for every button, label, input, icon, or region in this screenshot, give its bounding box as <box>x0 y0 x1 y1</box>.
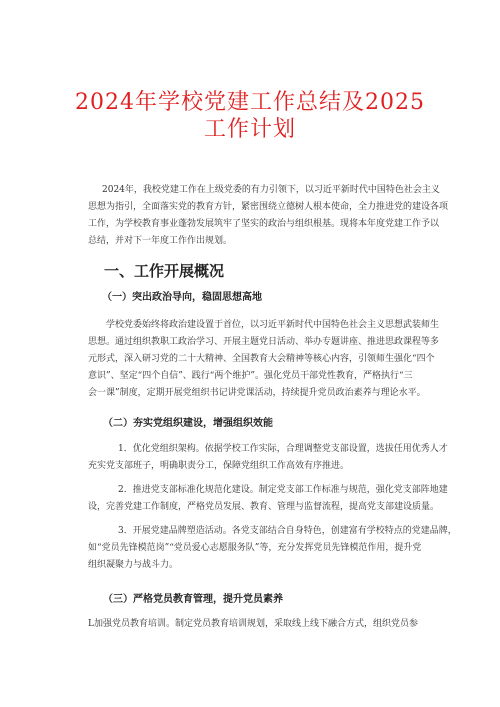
paragraph-line: 1．优化党组织架构。依据学校工作实际，合理调整党支部设置，选拔任用优秀人才 <box>118 444 448 454</box>
list-item-3 <box>88 523 457 574</box>
subsection-heading-2: （二）夯实党组织建设，增强组织效能 <box>103 418 273 429</box>
intro-line: 2024年，我校党建工作在上级党委的有力引领下，以习近平新时代中国特色社会主义 <box>102 185 440 195</box>
paragraph-line: 如“党员先锋模范岗”“党员爱心志愿服务队”等，充分发挥党员先锋模范作用，提升党 <box>88 543 422 553</box>
paragraph-line: 设，完善党建工作制度，严格党员发展、教育、管理与监督流程，提高党支部建设质量。 <box>88 502 440 512</box>
paragraph-line: 意识”、坚定“四个自信”、践行“两个维护”。强化党员干部党性教育，严格执行“三 <box>88 371 413 381</box>
subsection-3-paragraph <box>88 616 424 633</box>
section-heading-1: 一、工作开展概况 <box>104 262 225 280</box>
document-title-line-1: 2024年学校党建工作总结及2025 <box>75 90 425 115</box>
subsection-1-paragraph <box>88 317 440 402</box>
list-item-1 <box>88 441 448 475</box>
paragraph-line: 思想。通过组织教职工政治学习、开展主题党日活动、举办专题讲座、推进思政课程等多 <box>88 337 440 347</box>
paragraph-line: 学校党委始终将政治建设置于首位，以习近平新时代中国特色社会主义思想武装师生 <box>106 320 440 330</box>
intro-paragraph <box>88 182 449 250</box>
paragraph-line: 2．推进党支部标准化规范化建设。制定党支部工作标准与规范，强化党支部阵地建 <box>118 485 448 495</box>
intro-line: 思想为指引，全面落实党的教育方针，紧密围绕立德树人根本使命，全力推进党的建设各项 <box>88 202 449 212</box>
paragraph-line: 元形式，深入研习党的二十大精神、全国教育大会精神等核心内容，引领师生强化“四个 <box>88 354 435 364</box>
document-title-line-2: 工作计划 <box>203 117 296 142</box>
paragraph-line: L加强党员教育培训。制定党员教育培训规划，采取线上线下融合方式，组织党员参 <box>88 619 418 629</box>
paragraph-line: 组织凝聚力与战斗力。 <box>88 560 179 570</box>
subsection-heading-1: （一）突出政治导向，稳固思想高地 <box>102 292 262 303</box>
intro-line: 总结，并对下一年度工作作出规划。 <box>88 236 233 246</box>
subsection-heading-3: （三）严格党员教育管理，提升党员素养 <box>103 594 283 605</box>
list-item-2 <box>88 482 448 516</box>
paragraph-line: 充实党支部班子，明确职责分工，保障党组织工作高效有序推进。 <box>88 461 350 471</box>
paragraph-line: 会一课”制度，定期开展党组织书记讲党课活动，持续提升党员政治素养与理论水平。 <box>88 388 426 398</box>
paragraph-line: 3．开展党建品牌塑造活动。各党支部结合自身特色，创建富有学校特点的党建品牌， <box>118 526 457 536</box>
intro-line: 工作，为学校教育事业蓬勃发展筑牢了坚实的政治与组织根基。现将本年度党建工作予以 <box>88 219 440 229</box>
